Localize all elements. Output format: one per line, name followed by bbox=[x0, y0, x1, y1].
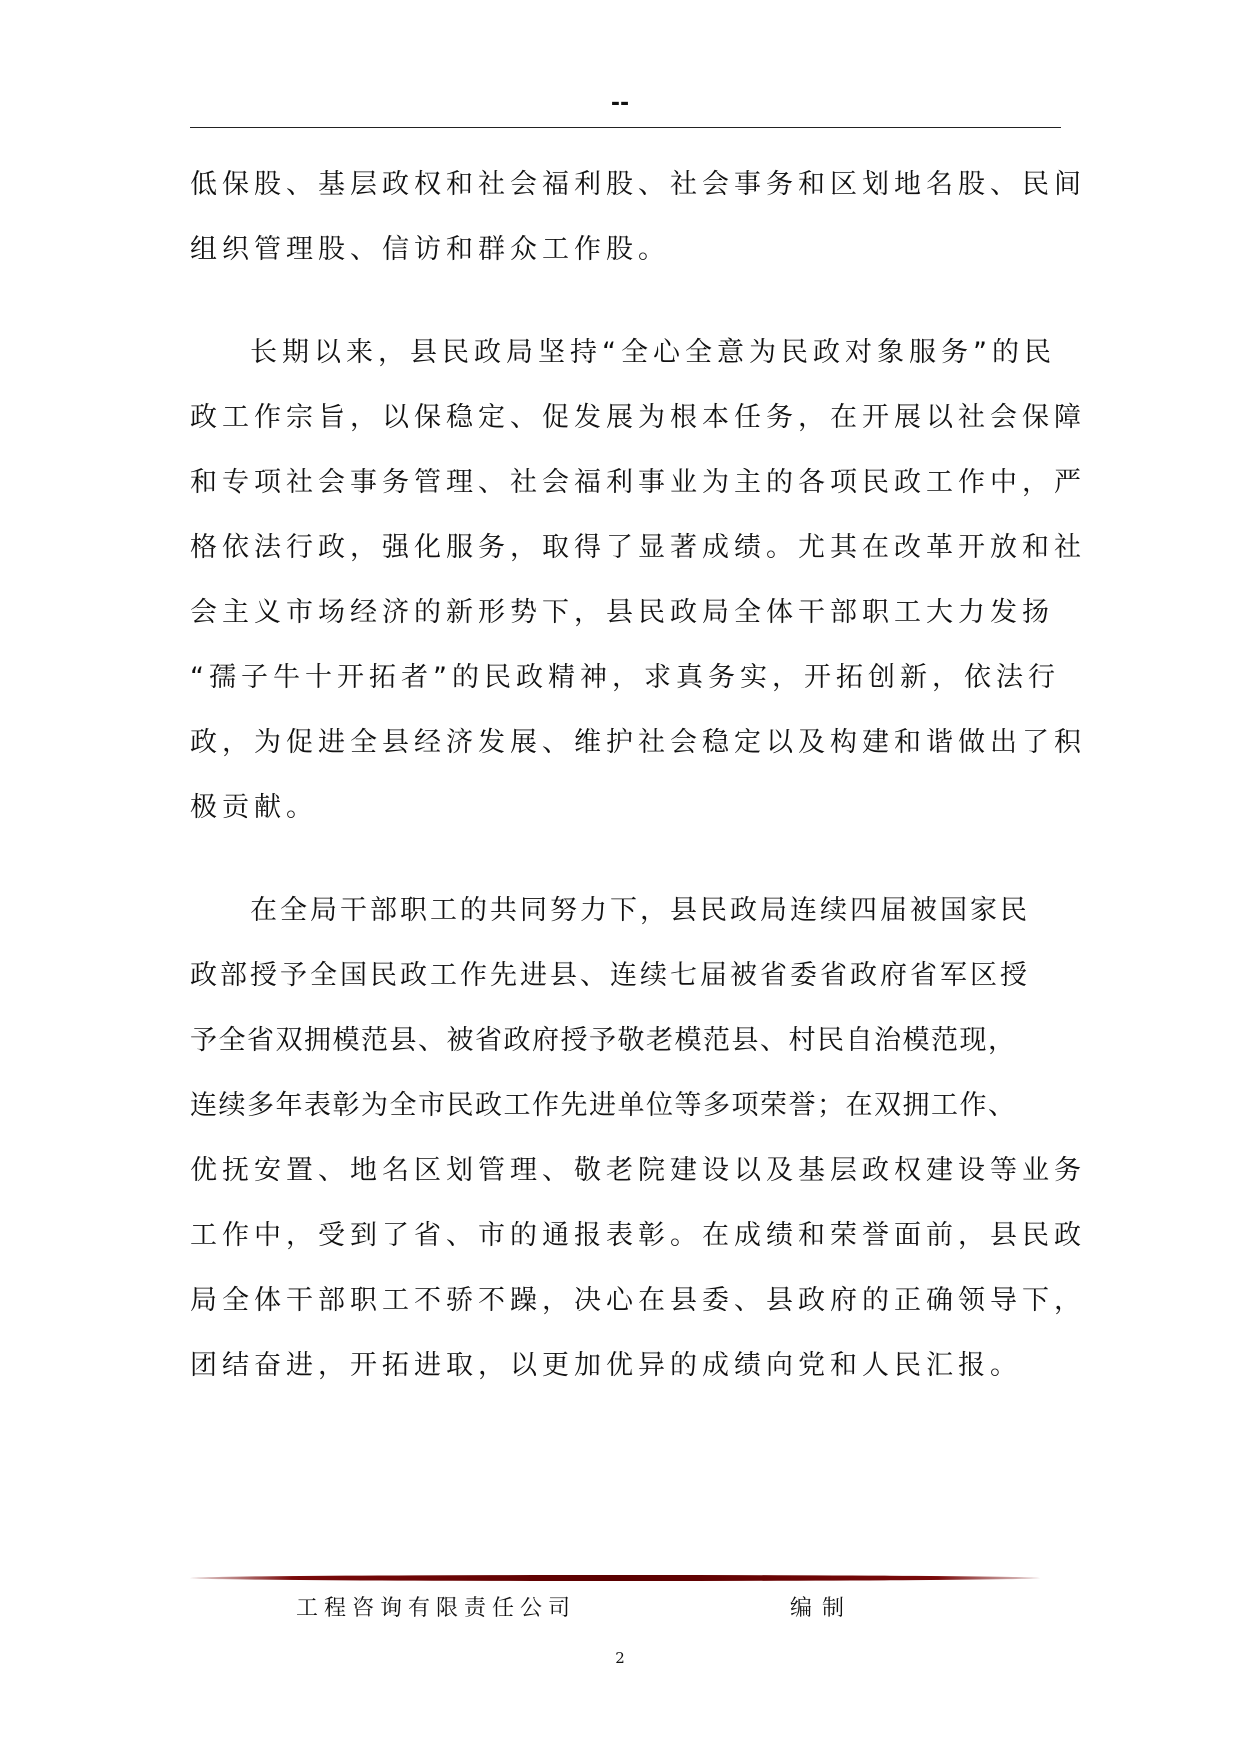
text-line: 组织管理股、信访和群众工作股。 bbox=[190, 234, 670, 265]
footer-divider bbox=[190, 1575, 1040, 1581]
document-body bbox=[190, 152, 1086, 1398]
page-number: 2 bbox=[615, 1649, 625, 1667]
text-line: 长期以来，县民政局坚持“全心全意为民政对象服务”的民 bbox=[250, 337, 1056, 368]
text-line: 政部授予全国民政工作先进县、连续七届被省委省政府省军区授 bbox=[190, 960, 1030, 991]
text-line: “孺子牛十开拓者”的民政精神，求真务实，开拓创新，依法行 bbox=[190, 662, 1060, 693]
text-line: 极贡献。 bbox=[190, 792, 318, 823]
text-line: 低保股、基层政权和社会福利股、社会事务和区划地名股、民间 bbox=[190, 169, 1086, 200]
paragraph-1 bbox=[190, 152, 1086, 282]
footer-company-name: 工程咨询有限责任公司 bbox=[296, 1596, 577, 1621]
text-line: 团结奋进，开拓进取，以更加优异的成绩向党和人民汇报。 bbox=[190, 1350, 1022, 1381]
text-line: 连续多年表彰为全市民政工作先进单位等多项荣誉；在双拥工作、 bbox=[190, 1090, 1017, 1121]
text-line: 格依法行政，强化服务，取得了显著成绩。尤其在改革开放和社 bbox=[190, 532, 1086, 563]
text-line: 工作中，受到了省、市的通报表彰。在成绩和荣誉面前，县民政 bbox=[190, 1220, 1086, 1251]
header-divider bbox=[190, 127, 1061, 128]
header-mark: -- bbox=[610, 91, 630, 116]
text-line: 政，为促进全县经济发展、维护社会稳定以及构建和谐做出了积 bbox=[190, 727, 1086, 758]
text-line: 予全省双拥模范县、被省政府授予敬老模范县、村民自治模范现， bbox=[190, 1025, 1017, 1056]
text-line: 在全局干部职工的共同努力下，县民政局连续四届被国家民 bbox=[250, 895, 1030, 926]
text-line: 和专项社会事务管理、社会福利事业为主的各项民政工作中，严 bbox=[190, 467, 1086, 498]
paragraph-3 bbox=[190, 878, 1086, 1398]
text-line: 政工作宗旨，以保稳定、促发展为根本任务，在开展以社会保障 bbox=[190, 402, 1086, 433]
text-line: 局全体干部职工不骄不躁，决心在县委、县政府的正确领导下， bbox=[190, 1285, 1086, 1316]
paragraph-2 bbox=[190, 320, 1086, 840]
text-line: 优抚安置、地名区划管理、敬老院建设以及基层政权建设等业务 bbox=[190, 1155, 1086, 1186]
text-line: 会主义市场经济的新形势下，县民政局全体干部职工大力发扬 bbox=[190, 597, 1054, 628]
footer-edit-label: 编制 bbox=[790, 1596, 855, 1621]
